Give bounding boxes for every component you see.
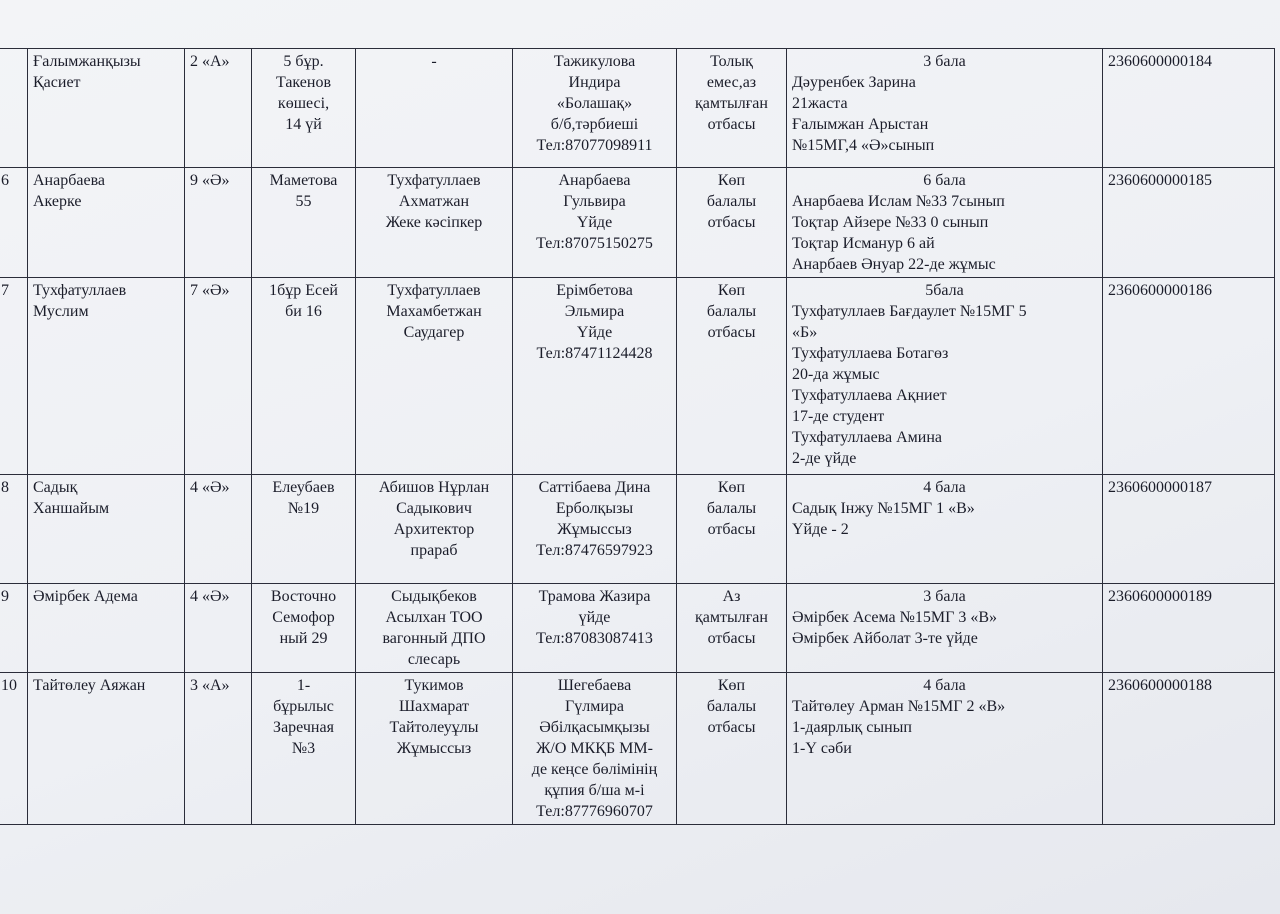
children-count: 3 бала xyxy=(923,588,966,605)
father-info-line: Садыкович xyxy=(396,500,472,517)
table-row xyxy=(0,673,1275,825)
mother-info xyxy=(513,475,677,584)
student-name-line: Ғалымжанқызы xyxy=(33,53,141,70)
mother-info-line: Тел:87471124428 xyxy=(536,345,653,362)
child-line: Үйде - 2 xyxy=(792,521,849,538)
mother-info-line: Үйде xyxy=(576,324,613,341)
family-type-line: балалы xyxy=(706,500,757,517)
family-type-line: отбасы xyxy=(707,521,756,538)
address-line: Семофор xyxy=(272,609,335,626)
record-id-text: 2360600000185 xyxy=(1108,172,1212,189)
father-info-line: Жеке кәсіпкер xyxy=(385,214,483,231)
row-number-text: 6 xyxy=(1,172,9,189)
child-line: Әмірбек Асема №15МГ 3 «В» xyxy=(792,609,998,626)
mother-info-line: Тажикулова xyxy=(553,53,636,70)
mother-info-line: Трамова Жазира xyxy=(538,588,651,605)
address-line: Такенов xyxy=(275,74,332,91)
father-info xyxy=(356,584,513,673)
mother-info-line: Тел:87077098911 xyxy=(536,137,653,154)
family-type xyxy=(677,673,787,825)
family-type-line: Көп xyxy=(717,677,746,694)
student-class-text: 3 «А» xyxy=(190,677,230,694)
student-class-text: 7 «Ә» xyxy=(190,282,230,299)
student-name-line: Тайтөлеу Аяжан xyxy=(33,677,146,694)
mother-info-line: Жұмыссыз xyxy=(557,521,632,538)
record-id xyxy=(1103,584,1275,673)
family-type-line: отбасы xyxy=(707,116,756,133)
table-row xyxy=(0,584,1275,673)
child-line: Тухфатуллаева Амина xyxy=(792,429,943,446)
row-number-text: 7 xyxy=(1,282,9,299)
mother-info xyxy=(513,168,677,278)
father-info-line: Махамбетжан xyxy=(386,303,482,320)
family-type-line: емес,аз xyxy=(706,74,757,91)
student-name-line: Тухфатуллаев xyxy=(33,282,127,299)
address-line: №3 xyxy=(291,740,316,757)
child-line: Анарбаева Ислам №33 7сынып xyxy=(792,193,1005,210)
student-name-line: Садық xyxy=(33,479,78,496)
student-class xyxy=(185,168,252,278)
family-type-line: Толық xyxy=(710,53,753,70)
row-number-text: 8 xyxy=(1,479,9,496)
family-type-line: отбасы xyxy=(707,214,756,231)
address-line: 14 үй xyxy=(285,116,322,133)
row-number xyxy=(0,475,28,584)
record-id xyxy=(1103,475,1275,584)
address xyxy=(252,49,356,168)
student-class xyxy=(185,584,252,673)
record-id xyxy=(1103,673,1275,825)
student-name xyxy=(28,49,185,168)
child-line: Анарбаев Әнуар 22-де жұмыс xyxy=(792,256,996,273)
mother-info-line: Ж/О МКҚБ ММ- xyxy=(536,740,653,757)
address-line: ный 29 xyxy=(279,630,328,647)
mother-info-line: де кеңсе бөлімінің xyxy=(531,761,658,778)
child-line: №15МГ,4 «Ә»сынып xyxy=(792,137,935,154)
address-line: 1- xyxy=(296,677,311,694)
family-type-line: балалы xyxy=(706,303,757,320)
address-line: би 16 xyxy=(285,303,322,320)
student-class xyxy=(185,49,252,168)
family-data-table xyxy=(0,48,1275,825)
child-line: Әмірбек Айболат 3-те үйде xyxy=(792,630,978,647)
family-type-line: отбасы xyxy=(707,719,756,736)
child-line: 21жаста xyxy=(792,95,848,112)
father-info xyxy=(356,475,513,584)
father-info xyxy=(356,673,513,825)
children-info xyxy=(787,49,1103,168)
student-class-text: 2 «А» xyxy=(190,53,230,70)
mother-info-line: үйде xyxy=(578,609,611,626)
family-type xyxy=(677,584,787,673)
child-line: Тоқтар Исманур 6 ай xyxy=(792,235,935,252)
mother-info-line: Тел:87476597923 xyxy=(536,542,653,559)
student-name-line: Ханшайым xyxy=(33,500,110,517)
address-line: Восточно xyxy=(270,588,337,605)
record-id xyxy=(1103,49,1275,168)
father-info-line: Саудагер xyxy=(403,324,465,341)
row-number xyxy=(0,673,28,825)
child-line: «Б» xyxy=(792,324,818,341)
children-count: 5бала xyxy=(925,282,964,299)
father-info-line: Архитектор xyxy=(393,521,475,538)
address-line: 5 бұр. xyxy=(283,53,324,70)
address-line: бұрылыс xyxy=(273,698,334,715)
record-id-text: 2360600000188 xyxy=(1108,677,1212,694)
family-type-line: қамтылған xyxy=(695,609,768,626)
student-class xyxy=(185,278,252,475)
child-line: Ғалымжан Арыстан xyxy=(792,116,929,133)
father-info-line: слесарь xyxy=(407,651,461,668)
father-info-line: Шахмарат xyxy=(398,698,470,715)
student-class-text: 4 «Ә» xyxy=(190,479,230,496)
father-info-line: - xyxy=(431,53,437,70)
father-info-line: прараб xyxy=(410,542,458,559)
family-type xyxy=(677,475,787,584)
mother-info-line: б/б,тәрбиеші xyxy=(550,116,639,133)
family-type-line: қамтылған xyxy=(695,95,768,112)
mother-info-line: Анарбаева xyxy=(558,172,631,189)
family-type-line: Көп xyxy=(717,479,746,496)
family-type-line: Көп xyxy=(717,282,746,299)
student-class-text: 4 «Ә» xyxy=(190,588,230,605)
record-id xyxy=(1103,278,1275,475)
student-name xyxy=(28,168,185,278)
address-line: 55 xyxy=(295,193,312,210)
family-type-line: балалы xyxy=(706,698,757,715)
father-info-line: Сыдықбеков xyxy=(391,588,477,605)
student-name-line: Анарбаева xyxy=(33,172,106,189)
child-line: Тухфатуллаева Ботагөз xyxy=(792,345,949,362)
father-info xyxy=(356,49,513,168)
child-line: 20-да жұмыс xyxy=(792,366,880,383)
student-class xyxy=(185,475,252,584)
children-info xyxy=(787,278,1103,475)
student-class-text: 9 «Ә» xyxy=(190,172,230,189)
family-type xyxy=(677,168,787,278)
family-type xyxy=(677,278,787,475)
child-line: Дәуренбек Зарина xyxy=(792,74,916,91)
address xyxy=(252,584,356,673)
child-line: Тайтөлеу Арман №15МГ 2 «В» xyxy=(792,698,1006,715)
child-line: Тоқтар Айзере №33 0 сынып xyxy=(792,214,989,231)
table-row xyxy=(0,168,1275,278)
children-count: 3 бала xyxy=(923,53,966,70)
address xyxy=(252,673,356,825)
student-name-line: Акерке xyxy=(33,193,82,210)
father-info-line: Тухфатуллаев xyxy=(387,282,481,299)
father-info-line: Асылхан ТОО xyxy=(385,609,483,626)
children-count: 4 бала xyxy=(923,479,966,496)
row-number xyxy=(0,278,28,475)
father-info xyxy=(356,278,513,475)
child-line: 17-де студент xyxy=(792,408,885,425)
family-type-line: балалы xyxy=(706,193,757,210)
mother-info xyxy=(513,584,677,673)
address-line: Заречная xyxy=(273,719,334,736)
address xyxy=(252,475,356,584)
children-info xyxy=(787,673,1103,825)
row-number xyxy=(0,49,28,168)
children-info xyxy=(787,584,1103,673)
father-info-line: Тукимов xyxy=(404,677,464,694)
student-name-line: Муслим xyxy=(33,303,89,320)
mother-info-line: Шегебаева xyxy=(557,677,632,694)
child-line: Тухфатуллаев Бағдаулет №15МГ 5 xyxy=(792,303,1027,320)
mother-info-line: Эльмира xyxy=(564,303,625,320)
mother-info-line: Саттібаева Дина xyxy=(538,479,651,496)
mother-info-line: Гүлмира xyxy=(564,698,625,715)
family-type-line: Аз xyxy=(722,588,741,605)
mother-info-line: Әбілқасымқызы xyxy=(539,719,650,736)
address-line: Елеубаев xyxy=(272,479,335,496)
child-line: Садық Інжу №15МГ 1 «В» xyxy=(792,500,975,517)
student-name xyxy=(28,278,185,475)
student-name-line: Әмірбек Адема xyxy=(33,588,138,605)
mother-info xyxy=(513,49,677,168)
student-class xyxy=(185,673,252,825)
record-id xyxy=(1103,168,1275,278)
student-name-line: Қасиет xyxy=(33,74,81,91)
row-number-text: 10 xyxy=(1,677,17,694)
address xyxy=(252,168,356,278)
mother-info-line: Үйде xyxy=(576,214,613,231)
address-line: көшесі, xyxy=(277,95,330,112)
table-row xyxy=(0,49,1275,168)
mother-info xyxy=(513,673,677,825)
mother-info-line: Ерімбетова xyxy=(556,282,633,299)
address-line: №19 xyxy=(287,500,320,517)
father-info-line: вагонный ДПО xyxy=(382,630,486,647)
mother-info-line: Индира xyxy=(568,74,621,91)
children-count: 6 бала xyxy=(923,172,966,189)
child-line: 1-даярлық сынып xyxy=(792,719,912,736)
family-type xyxy=(677,49,787,168)
mother-info-line: Тел:87083087413 xyxy=(536,630,653,647)
child-line: Тухфатуллаева Ақниет xyxy=(792,387,947,404)
mother-info-line: Тел:87075150275 xyxy=(536,235,653,252)
student-name xyxy=(28,673,185,825)
table-body xyxy=(0,49,1275,825)
record-id-text: 2360600000187 xyxy=(1108,479,1212,496)
mother-info-line: «Болашақ» xyxy=(556,95,633,112)
address-line: Маметова xyxy=(269,172,338,189)
father-info-line: Ахматжан xyxy=(398,193,470,210)
children-info xyxy=(787,475,1103,584)
father-info-line: Тухфатуллаев xyxy=(387,172,481,189)
mother-info-line: Гульвира xyxy=(563,193,626,210)
father-info-line: Абишов Нұрлан xyxy=(378,479,490,496)
father-info-line: Жұмыссыз xyxy=(396,740,472,757)
student-name xyxy=(28,475,185,584)
table-row xyxy=(0,278,1275,475)
table-row xyxy=(0,475,1275,584)
student-name xyxy=(28,584,185,673)
father-info-line: Тайтолеуұлы xyxy=(389,719,479,736)
row-number-text: 9 xyxy=(1,588,9,605)
children-count: 4 бала xyxy=(923,677,966,694)
family-type-line: отбасы xyxy=(707,630,756,647)
mother-info-line: Тел:87776960707 xyxy=(536,803,653,820)
mother-info xyxy=(513,278,677,475)
row-number xyxy=(0,584,28,673)
family-type-line: отбасы xyxy=(707,324,756,341)
address xyxy=(252,278,356,475)
children-info xyxy=(787,168,1103,278)
father-info xyxy=(356,168,513,278)
record-id-text: 2360600000186 xyxy=(1108,282,1212,299)
mother-info-line: құпия б/ша м-і xyxy=(544,782,645,799)
row-number xyxy=(0,168,28,278)
record-id-text: 2360600000189 xyxy=(1108,588,1212,605)
child-line: 1-Ү сәби xyxy=(792,740,852,757)
record-id-text: 2360600000184 xyxy=(1108,53,1212,70)
family-type-line: Көп xyxy=(717,172,746,189)
address-line: 1бұр Есей xyxy=(269,282,338,299)
mother-info-line: Ерболқызы xyxy=(555,500,634,517)
child-line: 2-де үйде xyxy=(792,450,857,467)
